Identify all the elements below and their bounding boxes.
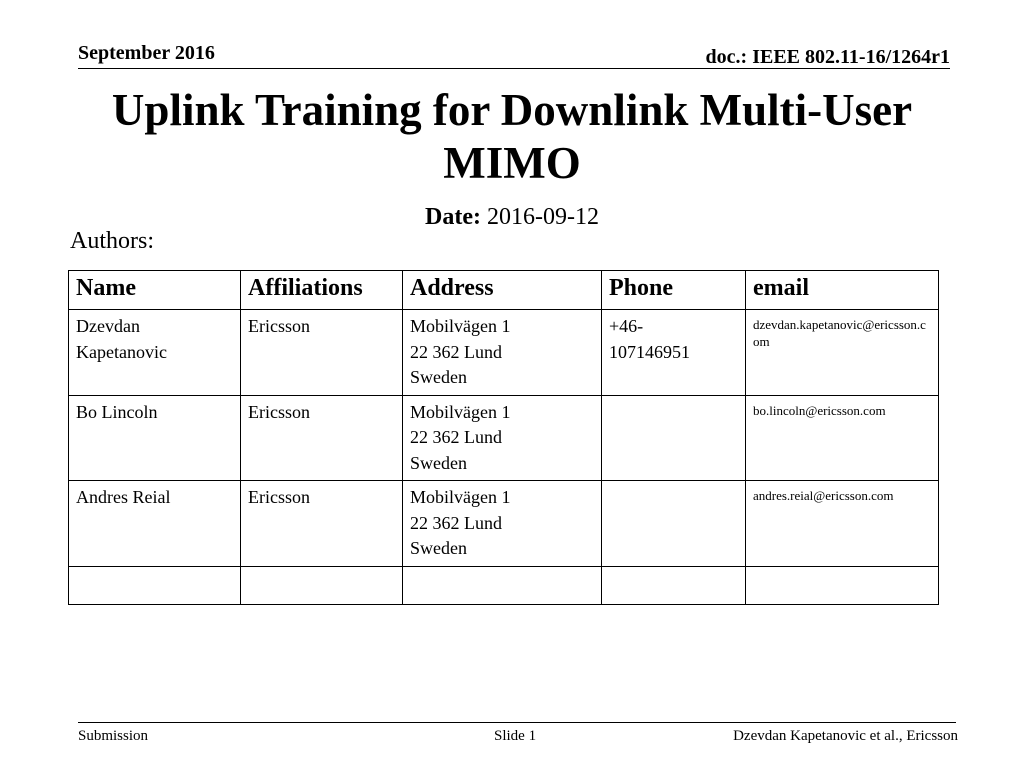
phone-line: +46- — [609, 316, 644, 336]
footer-author: Dzevdan Kapetanovic et al., Ericsson — [733, 728, 958, 744]
cell-phone — [602, 395, 746, 481]
address-line: Sweden — [410, 538, 467, 558]
footer-rule — [78, 722, 956, 723]
authors-table — [68, 270, 939, 605]
header-email: email — [746, 271, 939, 310]
footer-slide-number: Slide 1 — [494, 728, 537, 744]
address-line: 22 362 Lund — [410, 341, 502, 362]
table-row-empty — [69, 566, 939, 604]
footer-submission: Submission — [78, 728, 149, 744]
header-date: September 2016 — [78, 42, 215, 64]
cell-name — [69, 310, 241, 396]
name-line: Andres Reial — [76, 487, 171, 507]
cell-address — [403, 481, 602, 567]
cell-phone — [602, 481, 746, 567]
cell-address — [403, 310, 602, 396]
cell-name — [69, 481, 241, 567]
header-affiliations: Affiliations — [241, 271, 403, 310]
header-doc-id: doc.: IEEE 802.11-16/1264r1 — [705, 46, 950, 68]
table-row — [69, 310, 939, 396]
header-address: Address — [403, 271, 602, 310]
cell-address — [403, 395, 602, 481]
cell-email: bo.lincoln@ericsson.com — [746, 395, 939, 481]
cell-email: andres.reial@ericsson.com — [746, 481, 939, 567]
header-phone: Phone — [602, 271, 746, 310]
table-header-row — [69, 271, 939, 310]
address-line: Mobilvägen 1 — [410, 401, 511, 422]
date-line — [0, 204, 1024, 231]
cell-affiliation: Ericsson — [241, 395, 403, 481]
authors-label: Authors: — [70, 228, 154, 254]
cell-empty — [746, 566, 939, 604]
cell-empty — [602, 566, 746, 604]
table-row — [69, 395, 939, 481]
name-line: Bo Lincoln — [76, 401, 158, 422]
address-line: 22 362 Lund — [410, 512, 502, 533]
cell-empty — [403, 566, 602, 604]
date-value: 2016-09-12 — [480, 204, 599, 230]
cell-empty — [241, 566, 403, 604]
address-line: Sweden — [410, 452, 467, 473]
cell-name — [69, 395, 241, 481]
table-row — [69, 481, 939, 567]
phone-line: 107146951 — [609, 341, 690, 362]
cell-affiliation: Ericsson — [241, 481, 403, 567]
address-line: 22 362 Lund — [410, 427, 502, 447]
slide-title: Uplink Training for Downlink Multi-User MIMO — [111, 85, 913, 188]
cell-phone — [602, 310, 746, 396]
cell-empty — [69, 566, 241, 604]
header-name: Name — [69, 271, 241, 310]
address-line: Mobilvägen 1 — [410, 487, 511, 507]
cell-email: dzevdan.kapetanovic@ericsson.com — [746, 310, 939, 396]
header-rule — [78, 68, 950, 69]
cell-affiliation: Ericsson — [241, 310, 403, 396]
name-line: Dzevdan — [76, 316, 140, 336]
date-label: Date: — [425, 204, 481, 230]
name-line: Kapetanovic — [76, 341, 167, 362]
address-line: Sweden — [410, 367, 467, 387]
address-line: Mobilvägen 1 — [410, 316, 511, 336]
